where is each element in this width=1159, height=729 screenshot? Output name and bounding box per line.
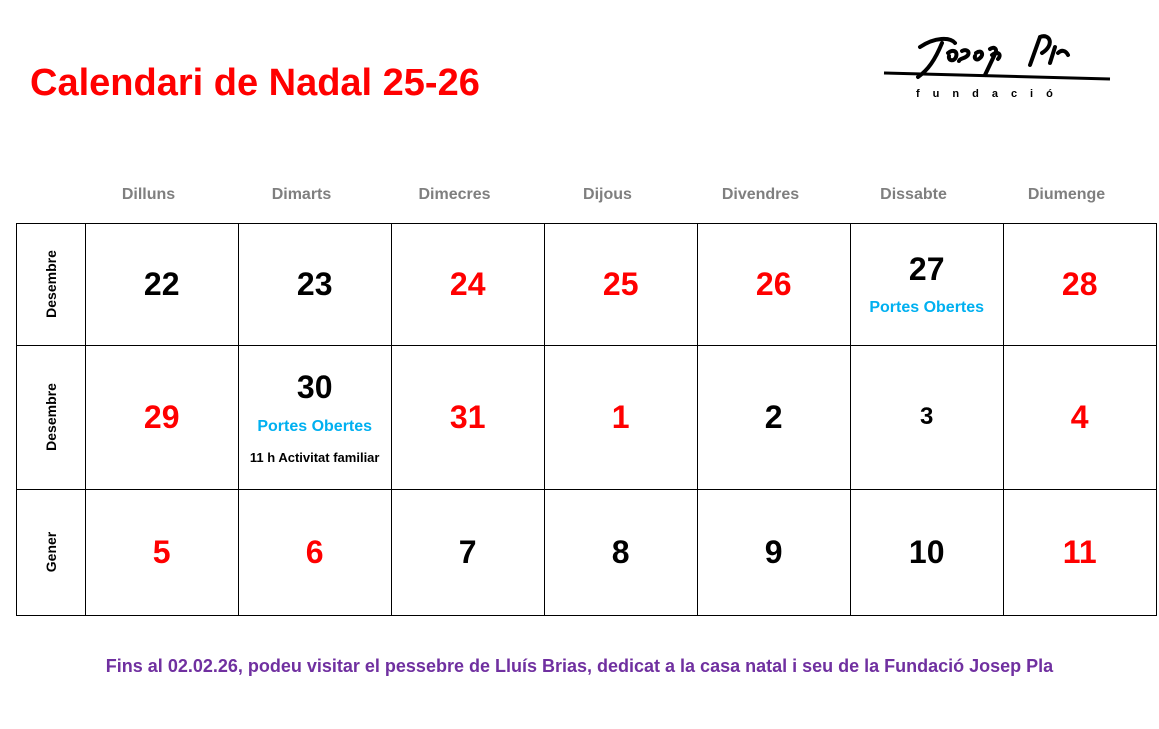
day-number: 2 xyxy=(764,398,783,435)
day-number: 9 xyxy=(764,533,783,570)
day-number: 8 xyxy=(611,533,630,570)
month-label-cell xyxy=(17,490,86,616)
day-cell xyxy=(238,490,391,616)
day-number: 10 xyxy=(908,533,945,570)
day-cell xyxy=(1003,346,1156,490)
day-number: 5 xyxy=(152,533,171,570)
day-cell xyxy=(544,346,697,490)
week-row xyxy=(17,490,1157,616)
day-cell xyxy=(391,224,544,346)
day-cell xyxy=(238,224,391,346)
weekday-header: Dilluns xyxy=(121,186,176,203)
weekday-header: Diumenge xyxy=(1027,186,1106,203)
day-cell xyxy=(697,346,850,490)
day-cell xyxy=(697,224,850,346)
day-number: 29 xyxy=(143,398,180,435)
day-number: 31 xyxy=(449,398,486,435)
day-cell xyxy=(544,224,697,346)
weekday-header: Dijous xyxy=(583,186,632,203)
day-cell xyxy=(238,346,391,490)
day-number: 26 xyxy=(755,265,792,302)
calendar-grid xyxy=(16,223,1157,616)
day-number: 3 xyxy=(920,403,934,431)
logo-fundacio-text: fundació xyxy=(916,88,1066,100)
weekday-header: Divendres xyxy=(721,186,800,203)
day-cell xyxy=(850,224,1003,346)
day-cell xyxy=(391,490,544,616)
footer-note: Fins al 02.02.26, podeu visitar el pessebre de Lluís Brias, dedicat a la casa natal i seu de la Fundació Josep Pla xyxy=(105,656,1054,676)
day-cell xyxy=(697,490,850,616)
month-label-cell xyxy=(17,346,86,490)
week-row xyxy=(17,346,1157,490)
day-number: 23 xyxy=(296,265,333,302)
day-cell xyxy=(85,490,238,616)
month-label-cell xyxy=(17,224,86,346)
day-number: 28 xyxy=(1061,265,1098,302)
weekday-header: Dimecres xyxy=(418,186,491,203)
day-number: 1 xyxy=(611,398,630,435)
weekday-header: Dissabte xyxy=(880,186,947,203)
event-open-doors: Portes Obertes xyxy=(869,299,985,317)
month-label: Gener xyxy=(42,531,59,572)
day-cell xyxy=(85,346,238,490)
day-number: 11 xyxy=(1062,533,1097,570)
event-open-doors: Portes Obertes xyxy=(257,417,373,435)
day-number: 24 xyxy=(449,265,486,302)
month-label: Desembre xyxy=(42,382,59,451)
day-cell xyxy=(85,224,238,346)
day-cell xyxy=(1003,224,1156,346)
page-title: Calendari de Nadal 25-26 xyxy=(30,62,480,104)
day-cell xyxy=(850,346,1003,490)
day-cell xyxy=(544,490,697,616)
day-number: 4 xyxy=(1070,398,1089,435)
day-number: 30 xyxy=(296,369,333,406)
weekday-header: Dimarts xyxy=(271,186,332,203)
day-cell xyxy=(1003,490,1156,616)
week-row xyxy=(17,224,1157,346)
day-number: 27 xyxy=(908,250,945,287)
day-number: 25 xyxy=(602,265,639,302)
month-label: Desembre xyxy=(42,249,59,318)
day-cell xyxy=(850,490,1003,616)
day-cell xyxy=(391,346,544,490)
day-number: 22 xyxy=(143,265,180,302)
day-number: 7 xyxy=(458,533,477,570)
event-family-activity: 11 h Activitat familiar xyxy=(249,449,380,465)
day-number: 6 xyxy=(305,533,324,570)
